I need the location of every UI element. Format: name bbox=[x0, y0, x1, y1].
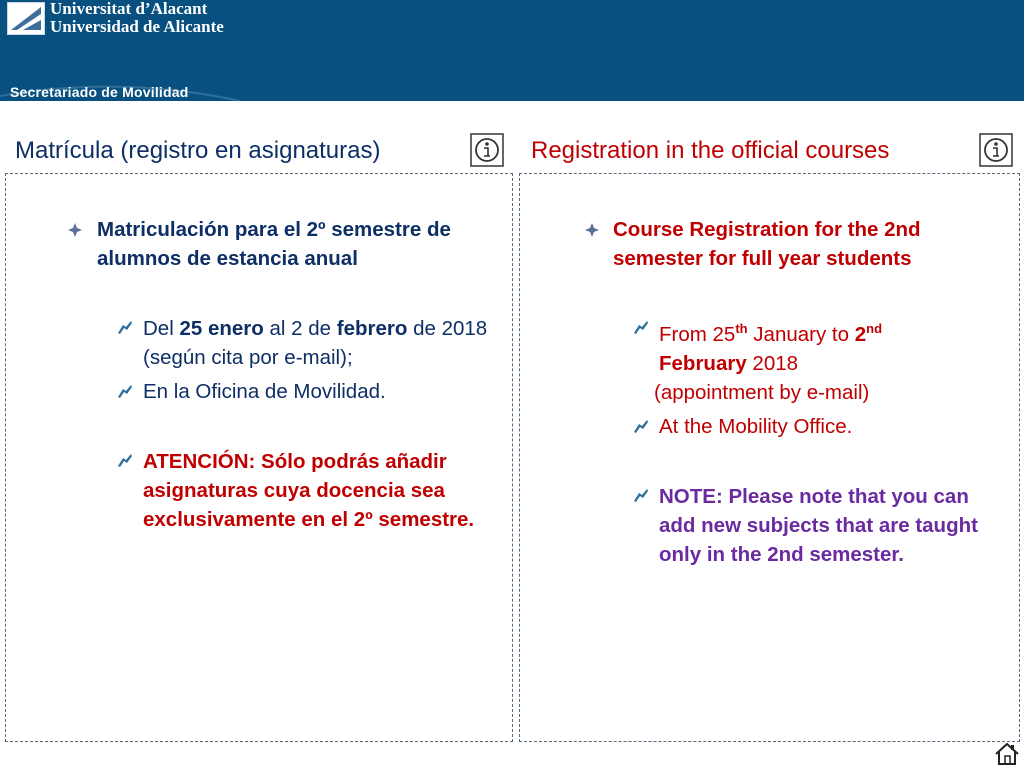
title-english: Registration in the official courses bbox=[531, 137, 890, 164]
info-icon[interactable] bbox=[470, 133, 504, 167]
spanish-dates bbox=[143, 314, 503, 372]
tool-bullet-icon bbox=[117, 320, 133, 334]
dates-text: 2018 bbox=[746, 351, 799, 375]
spanish-warning: ATENCIÓN: Sólo podrás añadir asignaturas cuya docencia sea exclusivamente en el 2º semestre. bbox=[143, 450, 475, 531]
spanish-office: En la Oficina de Movilidad. bbox=[143, 380, 386, 403]
dates-superscript: nd bbox=[866, 321, 883, 336]
dates-text: January to bbox=[747, 322, 855, 346]
english-dates bbox=[659, 314, 999, 378]
dates-text: Del bbox=[143, 317, 180, 340]
dates-text: al 2 de bbox=[263, 317, 337, 340]
dates-bold-month: febrero bbox=[336, 317, 408, 340]
home-icon[interactable] bbox=[994, 742, 1020, 766]
tool-bullet-icon bbox=[633, 488, 649, 502]
university-name-es: Universidad de Alicante bbox=[50, 17, 224, 36]
tool-bullet-icon bbox=[117, 453, 133, 467]
header-band bbox=[0, 0, 1024, 101]
tool-bullet-icon bbox=[633, 419, 649, 433]
title-spanish: Matrícula (registro en asignaturas) bbox=[15, 137, 381, 164]
university-logo-icon bbox=[7, 2, 45, 35]
university-name-ca: Universitat d’Alacant bbox=[50, 0, 208, 18]
spanish-heading: Matriculación para el 2º semestre de alumnos de estancia anual bbox=[97, 218, 451, 270]
dates-superscript: th bbox=[735, 321, 748, 336]
tool-bullet-icon bbox=[117, 384, 133, 398]
tool-bullet-icon bbox=[633, 320, 649, 334]
dates-text: From 25 bbox=[659, 322, 736, 346]
dates-text: de 2018 (según cita por e-mail); bbox=[143, 317, 488, 369]
dates-bold-month: February bbox=[659, 351, 747, 375]
diamond-bullet-icon bbox=[68, 223, 82, 237]
dates-bold-start: 25 enero bbox=[179, 317, 264, 340]
university-name bbox=[50, 0, 224, 36]
english-note: NOTE: Please note that you can add new subjects that are taught only in the 2nd semester. bbox=[659, 485, 978, 566]
diamond-bullet-icon bbox=[585, 223, 599, 237]
info-icon[interactable] bbox=[979, 133, 1013, 167]
english-heading: Course Registration for the 2nd semester for full year students bbox=[613, 218, 921, 270]
department-name: Secretariado de Movilidad bbox=[10, 84, 189, 100]
english-appointment: (appointment by e-mail) bbox=[654, 381, 870, 404]
dates-bold-day: 2 bbox=[854, 322, 867, 346]
english-office: At the Mobility Office. bbox=[659, 415, 853, 438]
